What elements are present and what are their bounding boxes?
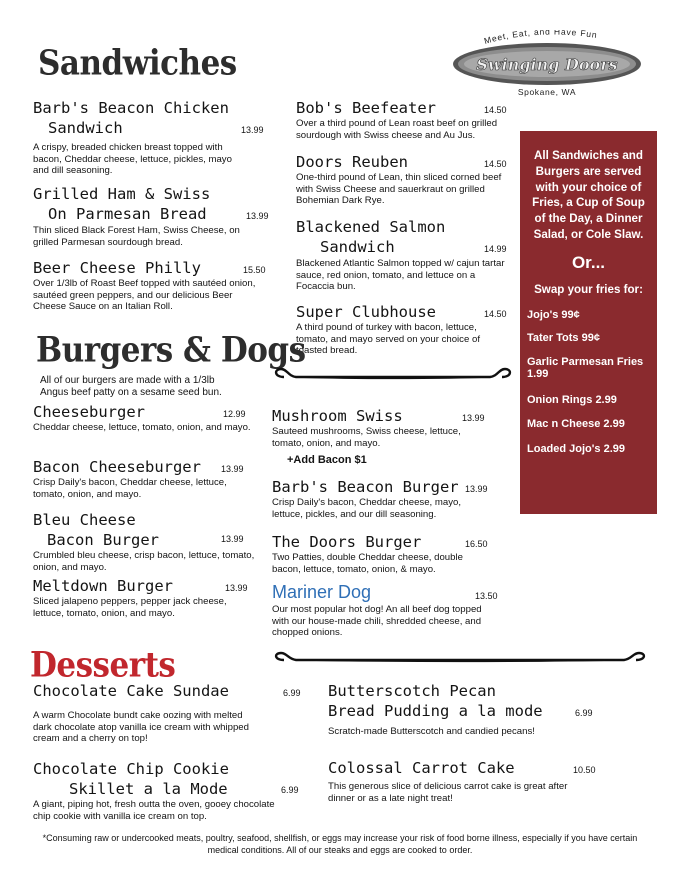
item-price: 13.99 (246, 211, 269, 221)
item-name: Cheeseburger (33, 403, 145, 421)
side-option: Loaded Jojo's 2.99 (527, 442, 625, 455)
item-name: Meltdown Burger (33, 577, 173, 595)
item-description: Crumbled bleu cheese, crisp bacon, lettuce, tomato, onion, and mayo. (33, 550, 255, 573)
burgers-heading (36, 330, 306, 371)
desserts-title: Desserts (30, 645, 176, 686)
item-price: 14.50 (484, 159, 507, 169)
item-name-line2: Sandwich (48, 119, 123, 137)
side-option: Tater Tots 99¢ (527, 332, 600, 345)
item-name: Chocolate Cake Sundae (33, 682, 229, 700)
item-name: Super Clubhouse (296, 303, 436, 321)
item-name-line2: Skillet a la Mode (69, 780, 228, 798)
logo-location: Spokane, WA (517, 87, 577, 97)
item-description: Our most popular hot dog! An all beef dog topped with our house-made chili, shredded cheese, and chopped onions. (272, 604, 482, 638)
decorative-divider (270, 366, 516, 388)
item-description: A third pound of turkey with bacon, lettuce, tomato, and mayo served on your choice of toasted bread. (296, 322, 480, 356)
item-description: Sauteed mushrooms, Swiss cheese, lettuce, tomato, onion, and mayo. (272, 426, 461, 449)
item-description: Blackened Atlantic Salmon topped w/ cajun tartar sauce, red onion, tomato, and lettuce on a Focaccia bun. (296, 258, 505, 292)
menu-item-barbs-beacon-burger (272, 477, 502, 520)
item-name: Bacon Cheeseburger (33, 458, 201, 476)
side-option: Mac n Cheese 2.99 (527, 418, 625, 431)
menu-item-beer-cheese-philly (33, 258, 268, 313)
sides-info-panel (520, 131, 657, 514)
or-label: Or... (571, 252, 606, 272)
item-price: 13.99 (221, 464, 244, 474)
item-description: A giant, piping hot, fresh outta the oven, gooey chocolate chip cookie with vanilla ice cream on top. (33, 799, 275, 822)
item-name: The Doors Burger (272, 533, 422, 551)
item-name: Doors Reuben (296, 153, 408, 171)
item-description: This generous slice of delicious carrot cake is great after dinner or as a late night treat! (328, 781, 568, 804)
item-price: 13.99 (221, 534, 244, 544)
burgers-intro: All of our burgers are made with a 1/3lb Angus beef patty on a sesame seed bun. (40, 375, 222, 398)
swap-fries-label: Swap your fries for: (534, 282, 643, 296)
item-price: 16.50 (465, 539, 488, 549)
menu-item-bread-pudding (328, 681, 598, 738)
item-price: 13.50 (475, 591, 498, 601)
sandwiches-title: Sandwiches (38, 43, 237, 84)
item-name: Butterscotch Pecan (328, 682, 496, 700)
item-price: 6.99 (575, 708, 593, 718)
menu-item-mariner-dog (272, 582, 502, 639)
item-price: 10.50 (573, 765, 596, 775)
item-description: Crisp Daily's bacon, Cheddar cheese, lettuce, tomato, onion, and mayo. (33, 477, 227, 500)
item-description: Thin sliced Black Forest Ham, Swiss Cheese, on grilled Parmesan sourdough bread. (33, 225, 240, 248)
item-price: 13.99 (465, 484, 488, 494)
item-name-line2: Bacon Burger (47, 531, 159, 549)
food-safety-disclaimer: *Consuming raw or undercooked meats, poultry, seafood, shellfish, or eggs may increase your risk of food borne illness, especially if you have certain medical conditions. All of our steaks and eggs are cooked to order. (42, 833, 638, 855)
logo-name: Swinging Doors (476, 55, 618, 74)
item-name: Barb's Beacon Chicken (33, 99, 229, 117)
menu-item-meltdown-burger (33, 576, 263, 619)
item-name: Blackened Salmon (296, 218, 446, 236)
logo-tagline: Meet, Eat, and Have Fun (482, 30, 599, 46)
add-bacon-note: +Add Bacon $1 (287, 454, 367, 466)
side-option: Jojo's 99¢ (527, 308, 580, 321)
menu-item-chocolate-cake-sundae (33, 681, 308, 745)
menu-item-doors-reuben (296, 152, 516, 207)
item-name: Bob's Beefeater (296, 99, 436, 117)
item-price: 6.99 (283, 688, 301, 698)
menu-item-bacon-cheeseburger (33, 457, 263, 500)
menu-item-doors-burger (272, 532, 502, 575)
menu-item-grilled-ham (33, 184, 273, 248)
item-name: Bleu Cheese (33, 511, 136, 529)
item-price: 14.50 (484, 105, 507, 115)
item-price: 12.99 (223, 409, 246, 419)
item-description: Scratch-made Butterscotch and candied pecans! (328, 726, 535, 737)
menu-item-super-clubhouse (296, 302, 511, 357)
item-price: 13.99 (241, 125, 264, 135)
item-name: Grilled Ham & Swiss (33, 185, 211, 203)
item-description: Sliced jalapeno peppers, pepper jack cheese, lettuce, tomato, onion, and mayo. (33, 596, 227, 619)
sides-info-text: All Sandwiches and Burgers are served with your choice of Fries, a Cup of Soup of the Day, a Dinner Salad, or Cole Slaw. (532, 149, 645, 241)
menu-item-bobs-beefeater (296, 98, 511, 141)
item-name-line2: On Parmesan Bread (48, 205, 207, 223)
side-option: Garlic Parmesan Fries 1.99 (527, 355, 644, 381)
desserts-heading (30, 645, 176, 686)
item-name: Barb's Beacon Burger (272, 478, 459, 496)
menu-item-mushroom-swiss (272, 406, 502, 466)
menu-item-cookie-skillet (33, 759, 308, 822)
item-price: 14.99 (484, 244, 507, 254)
item-description: Two Patties, double Cheddar cheese, double bacon, lettuce, tomato, onion, & mayo. (272, 552, 463, 575)
side-option: Onion Rings 2.99 (527, 393, 617, 406)
item-description: Cheddar cheese, lettuce, tomato, onion, and mayo. (33, 422, 251, 433)
item-description: Crisp Daily's bacon, Cheddar cheese, mayo, lettuce, pickles, and our dill seasoning. (272, 497, 461, 520)
menu-item-blackened-salmon (296, 217, 516, 293)
item-description: A crispy, breaded chicken breast topped with bacon, Cheddar cheese, lettuce, pickles, mayo and dill seasoning. (33, 142, 232, 176)
logo-graphic (447, 30, 647, 100)
item-price: 6.99 (281, 785, 299, 795)
sandwiches-heading (38, 43, 237, 84)
item-price: 13.99 (225, 583, 248, 593)
item-description: One-third pound of Lean, thin sliced corned beef with Swiss Cheese and sauerkraut on grilled Bohemian Dark Rye. (296, 172, 502, 206)
item-name: Mushroom Swiss (272, 407, 403, 425)
restaurant-logo (447, 30, 647, 100)
item-description: Over 1/3lb of Roast Beef topped with sautéed onion, sautéed green peppers, and our delicious Beer Cheese Sauce on an Italian Roll. (33, 278, 256, 312)
item-name: Mariner Dog (272, 582, 372, 602)
menu-item-bleu-cheese-burger (33, 510, 263, 573)
item-price: 13.99 (462, 413, 485, 423)
item-name: Beer Cheese Philly (33, 259, 201, 277)
item-description: Over a third pound of Lean roast beef on grilled sourdough with Swiss cheese and Au Jus. (296, 118, 498, 141)
burgers-title: Burgers & Dogs (36, 330, 306, 371)
item-name: Colossal Carrot Cake (328, 759, 515, 777)
item-description: A warm Chocolate bundt cake oozing with melted dark chocolate atop vanilla ice cream with whipped cream and a cherry on top! (33, 710, 249, 744)
menu-item-cheeseburger (33, 402, 263, 434)
decorative-divider (270, 650, 650, 670)
item-name-line2: Bread Pudding a la mode (328, 702, 543, 720)
item-name: Chocolate Chip Cookie (33, 760, 229, 778)
item-name-line2: Sandwich (320, 238, 395, 256)
menu-item-carrot-cake (328, 758, 603, 804)
item-price: 14.50 (484, 309, 507, 319)
menu-item-barbs-chicken (33, 98, 268, 177)
item-price: 15.50 (243, 265, 266, 275)
